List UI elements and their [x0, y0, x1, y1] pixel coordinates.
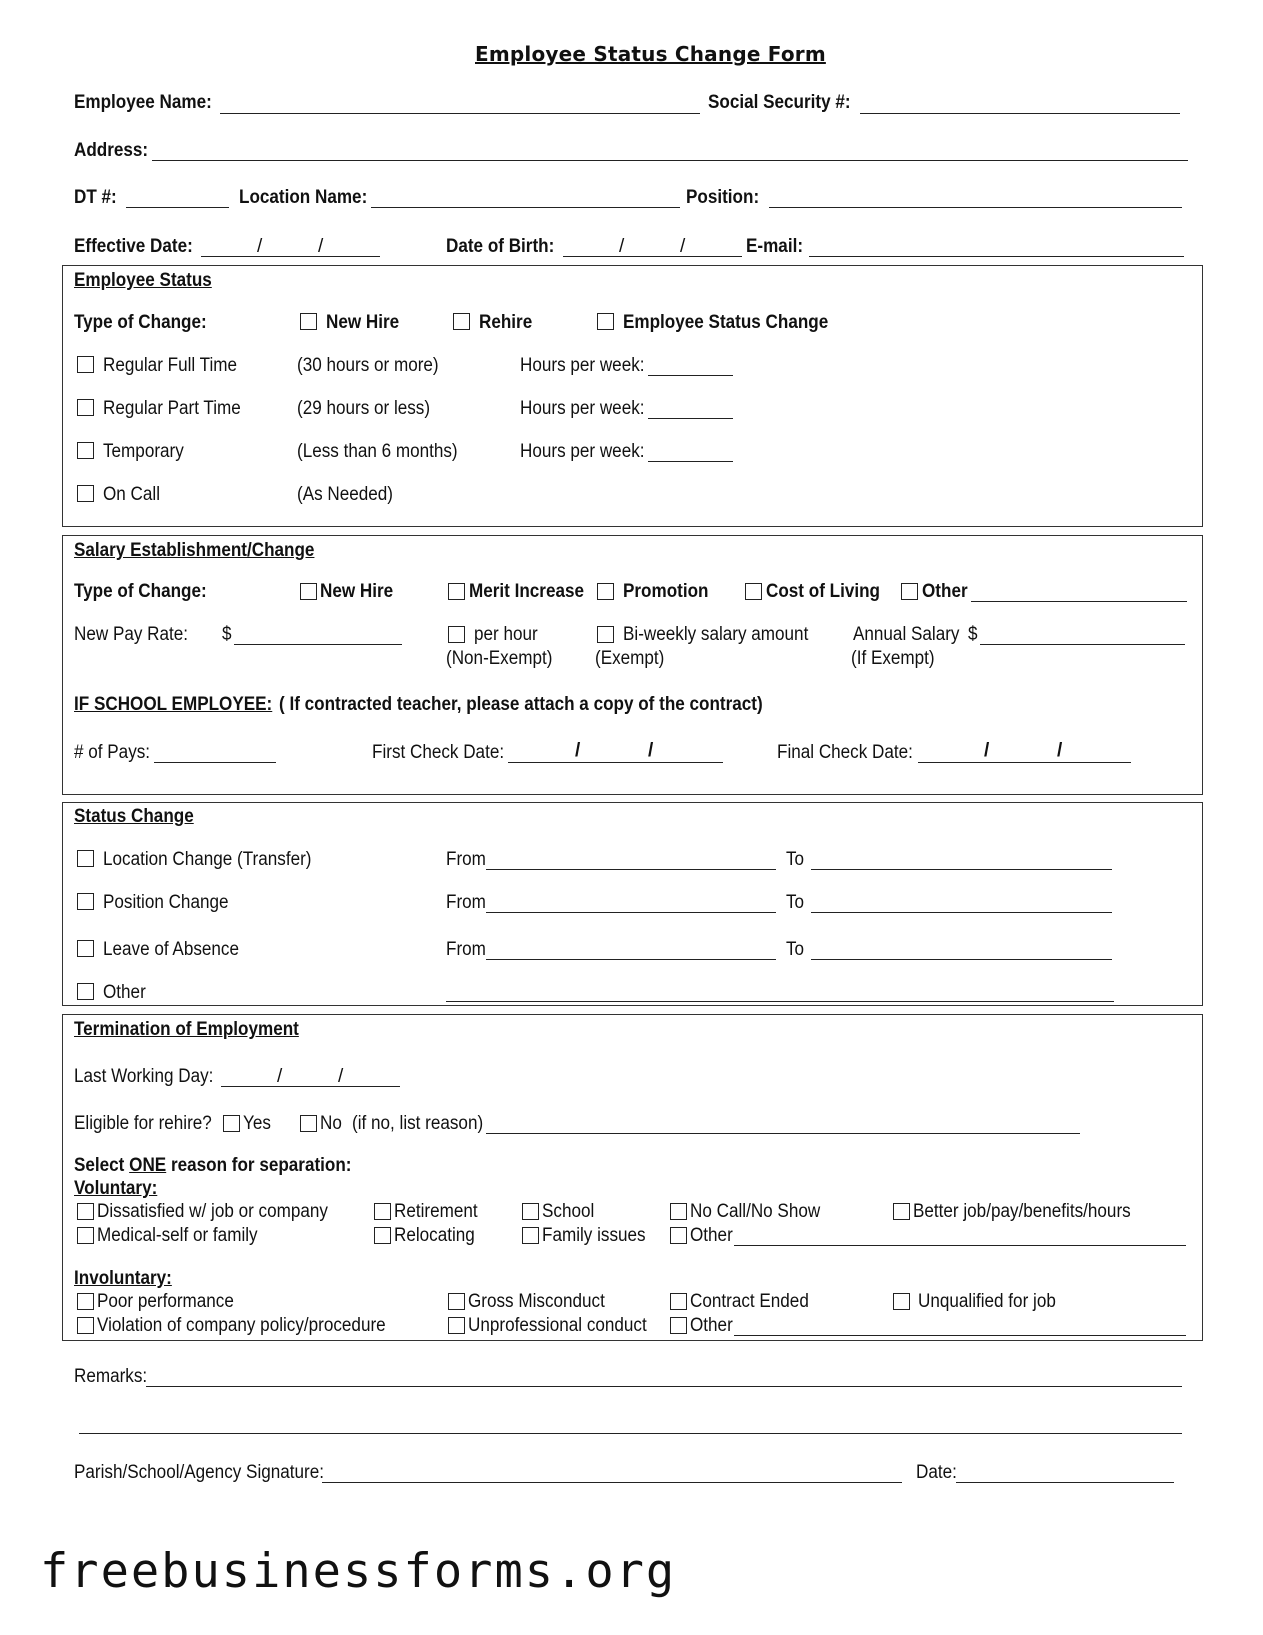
- date-label: Date:: [916, 1462, 957, 1483]
- pays-field[interactable]: [154, 762, 276, 763]
- rehire-yes-label: Yes: [243, 1113, 271, 1134]
- ssn-field[interactable]: [860, 113, 1180, 114]
- hours-per-week-field[interactable]: [648, 461, 733, 462]
- location-change-label: Location Change (Transfer): [103, 849, 312, 870]
- date-separator: /: [338, 1066, 344, 1087]
- salary-heading: Salary Establishment/Change: [74, 540, 315, 561]
- remarks-field[interactable]: [146, 1386, 1182, 1387]
- dollar-sign: $: [968, 624, 978, 645]
- date-separator: /: [1057, 740, 1063, 761]
- temporary-checkbox[interactable]: [77, 442, 94, 459]
- rehire-checkbox[interactable]: [453, 313, 470, 330]
- voluntary-heading: Voluntary:: [74, 1178, 158, 1199]
- other-status-label: Other: [103, 982, 146, 1003]
- cost-of-living-label: Cost of Living: [766, 581, 880, 602]
- no-call-no-show-label: No Call/No Show: [690, 1201, 821, 1222]
- first-check-field[interactable]: [508, 762, 723, 763]
- no-call-no-show-checkbox[interactable]: [670, 1203, 687, 1220]
- on-call-note: (As Needed): [297, 484, 394, 505]
- hours-per-week-field[interactable]: [648, 375, 733, 376]
- dissatisfied-checkbox[interactable]: [77, 1203, 94, 1220]
- watermark-text: freebusinessforms.org: [40, 1544, 677, 1599]
- rehire-yes-checkbox[interactable]: [223, 1115, 240, 1132]
- employee-status-heading: Employee Status: [74, 270, 212, 291]
- hours-per-week-label: Hours per week:: [520, 398, 645, 419]
- if-exempt-note: (If Exempt): [851, 648, 935, 669]
- poor-performance-checkbox[interactable]: [77, 1293, 94, 1310]
- status-change-heading: Status Change: [74, 806, 194, 827]
- employee-status-change-checkbox[interactable]: [597, 313, 614, 330]
- dissatisfied-label: Dissatisfied w/ job or company: [97, 1201, 328, 1222]
- effective-date-label: Effective Date:: [74, 236, 193, 257]
- date-of-birth-label: Date of Birth:: [446, 236, 555, 257]
- dt-label: DT #:: [74, 187, 117, 208]
- on-call-checkbox[interactable]: [77, 485, 94, 502]
- select-one: ONE: [129, 1155, 167, 1176]
- regular-part-time-checkbox[interactable]: [77, 399, 94, 416]
- status-change-section: [62, 802, 1203, 1006]
- other-status-checkbox[interactable]: [77, 983, 94, 1000]
- contract-ended-checkbox[interactable]: [670, 1293, 687, 1310]
- temporary-label: Temporary: [103, 441, 184, 462]
- regular-full-time-note: (30 hours or more): [297, 355, 439, 376]
- employee-status-change-label: Employee Status Change: [623, 312, 829, 333]
- promotion-label: Promotion: [623, 581, 709, 602]
- other-change-checkbox[interactable]: [901, 583, 918, 600]
- relocating-label: Relocating: [394, 1225, 475, 1246]
- promotion-checkbox[interactable]: [597, 583, 614, 600]
- from-field[interactable]: [486, 959, 776, 960]
- date-separator: /: [575, 740, 581, 761]
- from-field[interactable]: [486, 912, 776, 913]
- gross-misconduct-label: Gross Misconduct: [468, 1291, 605, 1312]
- from-label: From: [446, 849, 486, 870]
- regular-part-time-label: Regular Part Time: [103, 398, 241, 419]
- first-check-label: First Check Date:: [372, 742, 505, 763]
- new-hire-label: New Hire: [326, 312, 400, 333]
- to-label: To: [786, 892, 805, 913]
- school-employee-note: ( If contracted teacher, please attach a copy of the contract): [279, 694, 763, 715]
- per-hour-label: per hour: [474, 624, 538, 645]
- date-separator: /: [648, 740, 654, 761]
- position-change-label: Position Change: [103, 892, 229, 913]
- to-field[interactable]: [811, 912, 1112, 913]
- hours-per-week-label: Hours per week:: [520, 441, 645, 462]
- family-issues-checkbox[interactable]: [522, 1227, 539, 1244]
- signature-field[interactable]: [322, 1482, 902, 1483]
- voluntary-other-checkbox[interactable]: [670, 1227, 687, 1244]
- last-working-day-field[interactable]: [221, 1086, 400, 1087]
- hours-per-week-field[interactable]: [648, 418, 733, 419]
- biweekly-label: Bi-weekly salary amount: [623, 624, 809, 645]
- new-pay-rate-label: New Pay Rate:: [74, 624, 189, 645]
- voluntary-other-label: Other: [690, 1225, 733, 1246]
- eligible-rehire-label: Eligible for rehire?: [74, 1113, 212, 1134]
- to-label: To: [786, 939, 805, 960]
- leave-of-absence-label: Leave of Absence: [103, 939, 239, 960]
- salary-type-of-change-label: Type of Change:: [74, 581, 207, 602]
- violation-label: Violation of company policy/procedure: [97, 1315, 386, 1336]
- rehire-label: Rehire: [479, 312, 533, 333]
- annual-salary-field[interactable]: [980, 644, 1185, 645]
- location-change-checkbox[interactable]: [77, 850, 94, 867]
- effective-date-field[interactable]: [201, 256, 380, 257]
- to-field[interactable]: [811, 959, 1112, 960]
- on-call-label: On Call: [103, 484, 161, 505]
- address-label: Address:: [74, 140, 149, 161]
- cost-of-living-checkbox[interactable]: [745, 583, 762, 600]
- unqualified-checkbox[interactable]: [893, 1293, 910, 1310]
- merit-increase-label: Merit Increase: [469, 581, 585, 602]
- retirement-checkbox[interactable]: [374, 1203, 391, 1220]
- last-working-day-label: Last Working Day:: [74, 1066, 214, 1087]
- position-label: Position:: [686, 187, 760, 208]
- non-exempt-note: (Non-Exempt): [446, 648, 553, 669]
- relocating-checkbox[interactable]: [374, 1227, 391, 1244]
- date-separator: /: [257, 236, 263, 257]
- poor-performance-label: Poor performance: [97, 1291, 234, 1312]
- date-separator: /: [318, 236, 324, 257]
- biweekly-checkbox[interactable]: [597, 626, 614, 643]
- email-field[interactable]: [809, 256, 1184, 257]
- employee-name-label: Employee Name:: [74, 92, 212, 113]
- violation-checkbox[interactable]: [77, 1317, 94, 1334]
- dollar-sign: $: [222, 624, 232, 645]
- involuntary-other-label: Other: [690, 1315, 733, 1336]
- form-title: Employee Status Change Form: [475, 42, 826, 66]
- contract-ended-label: Contract Ended: [690, 1291, 809, 1312]
- school-label: School: [542, 1201, 595, 1222]
- exempt-note: (Exempt): [595, 648, 665, 669]
- per-hour-checkbox[interactable]: [448, 626, 465, 643]
- to-field[interactable]: [811, 869, 1112, 870]
- termination-heading: Termination of Employment: [74, 1019, 299, 1040]
- unprofessional-checkbox[interactable]: [448, 1317, 465, 1334]
- school-employee-label: IF SCHOOL EMPLOYEE:: [74, 694, 273, 715]
- regular-full-time-checkbox[interactable]: [77, 356, 94, 373]
- rehire-no-checkbox[interactable]: [300, 1115, 317, 1132]
- temporary-note: (Less than 6 months): [297, 441, 458, 462]
- unprofessional-label: Unprofessional conduct: [468, 1315, 647, 1336]
- other-status-field[interactable]: [446, 1001, 1114, 1002]
- voluntary-other-field[interactable]: [734, 1245, 1186, 1246]
- retirement-label: Retirement: [394, 1201, 478, 1222]
- remarks-label: Remarks:: [74, 1366, 148, 1387]
- pay-rate-field[interactable]: [234, 644, 402, 645]
- from-field[interactable]: [486, 869, 776, 870]
- leave-of-absence-checkbox[interactable]: [77, 940, 94, 957]
- rehire-no-label: No: [320, 1113, 342, 1134]
- pays-label: # of Pays:: [74, 742, 151, 763]
- email-label: E-mail:: [746, 236, 804, 257]
- gross-misconduct-checkbox[interactable]: [448, 1293, 465, 1310]
- better-job-checkbox[interactable]: [893, 1203, 910, 1220]
- ssn-label: Social Security #:: [708, 92, 851, 113]
- other-change-label: Other: [922, 581, 968, 602]
- salary-new-hire-label: New Hire: [320, 581, 394, 602]
- no-reason-note: (if no, list reason): [352, 1113, 484, 1134]
- date-field[interactable]: [956, 1482, 1174, 1483]
- dt-field[interactable]: [126, 207, 229, 208]
- annual-salary-label: Annual Salary: [853, 624, 960, 645]
- merit-increase-checkbox[interactable]: [448, 583, 465, 600]
- final-check-field[interactable]: [918, 762, 1131, 763]
- date-separator: /: [680, 236, 686, 257]
- select-suffix: reason for separation:: [166, 1155, 352, 1176]
- involuntary-other-checkbox[interactable]: [670, 1317, 687, 1334]
- date-of-birth-field[interactable]: [563, 256, 742, 257]
- remarks-field-2[interactable]: [79, 1433, 1182, 1434]
- regular-full-time-label: Regular Full Time: [103, 355, 238, 376]
- address-field[interactable]: [152, 160, 1188, 161]
- hours-per-week-label: Hours per week:: [520, 355, 645, 376]
- date-separator: /: [619, 236, 625, 257]
- employee-status-section: [62, 265, 1203, 527]
- select-one-reason: [74, 1155, 352, 1177]
- location-name-field[interactable]: [371, 207, 680, 208]
- unqualified-label: Unqualified for job: [918, 1291, 1056, 1312]
- from-label: From: [446, 892, 486, 913]
- school-checkbox[interactable]: [522, 1203, 539, 1220]
- medical-checkbox[interactable]: [77, 1227, 94, 1244]
- better-job-label: Better job/pay/benefits/hours: [913, 1201, 1131, 1222]
- salary-new-hire-checkbox[interactable]: [300, 583, 317, 600]
- no-reason-field[interactable]: [486, 1133, 1080, 1134]
- family-issues-label: Family issues: [542, 1225, 646, 1246]
- new-hire-checkbox[interactable]: [300, 313, 317, 330]
- select-prefix: Select: [74, 1155, 130, 1176]
- medical-label: Medical-self or family: [97, 1225, 258, 1246]
- location-name-label: Location Name:: [239, 187, 368, 208]
- type-of-change-label: Type of Change:: [74, 312, 207, 333]
- signature-label: Parish/School/Agency Signature:: [74, 1462, 325, 1483]
- involuntary-other-field[interactable]: [734, 1335, 1186, 1336]
- position-field[interactable]: [769, 207, 1182, 208]
- involuntary-heading: Involuntary:: [74, 1268, 172, 1289]
- from-label: From: [446, 939, 486, 960]
- date-separator: /: [984, 740, 990, 761]
- employee-name-field[interactable]: [220, 113, 700, 114]
- regular-part-time-note: (29 hours or less): [297, 398, 431, 419]
- other-change-field[interactable]: [971, 601, 1187, 602]
- final-check-label: Final Check Date:: [777, 742, 913, 763]
- to-label: To: [786, 849, 805, 870]
- date-separator: /: [277, 1066, 283, 1087]
- position-change-checkbox[interactable]: [77, 893, 94, 910]
